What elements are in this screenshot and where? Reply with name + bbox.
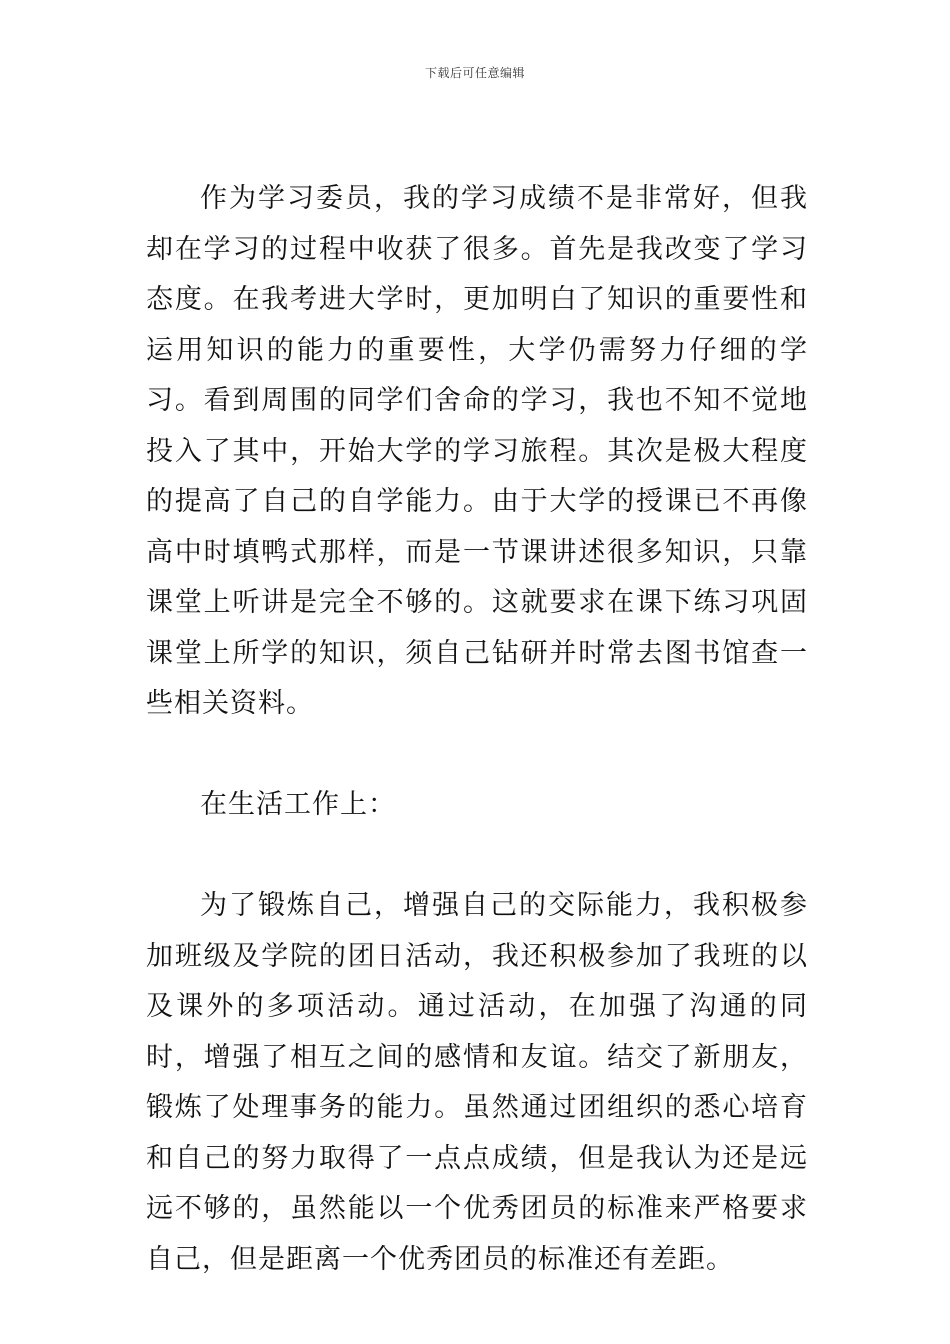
paragraph-life-work-heading: 在生活工作上： [200,788,396,820]
page-header: 下载后可任意编辑 [424,66,525,80]
paragraph-activities: 为了锻炼自己，增强自己的交际能力，我积极参加班级及学院的团日活动，我还积极参加了我班的以及课外的多项活动。通过活动，在加强了沟通的同时，增强了相互之间的感情和友谊。结交了新朋友，锻炼了处理事务的能力。虽然通过团组织的悉心培育和自己的努力取得了一点点成绩，但是我认为还是远远不够的，虽然能以一个优秀团员的标准来严格要求自己，但是距离一个优秀团员的标准还有差距。 [146,890,808,1275]
paragraph-study: 作为学习委员，我的学习成绩不是非常好，但我却在学习的过程中收获了很多。首先是我改变了学习态度。在我考进大学时，更加明白了知识的重要性和运用知识的能力的重要性，大学仍需努力仔细的学习。看到周围的同学们舍命的学习，我也不知不觉地投入了其中，开始大学的学习旅程。其次是极大程度的提高了自己的自学能力。由于大学的授课已不再像高中时填鸭式那样，而是一节课讲述很多知识，只靠课堂上听讲是完全不够的。这就要求在课下练习巩固课堂上所学的知识，须自己钻研并时常去图书馆查一些相关资料。 [146,183,808,719]
document-body [146,174,808,1285]
